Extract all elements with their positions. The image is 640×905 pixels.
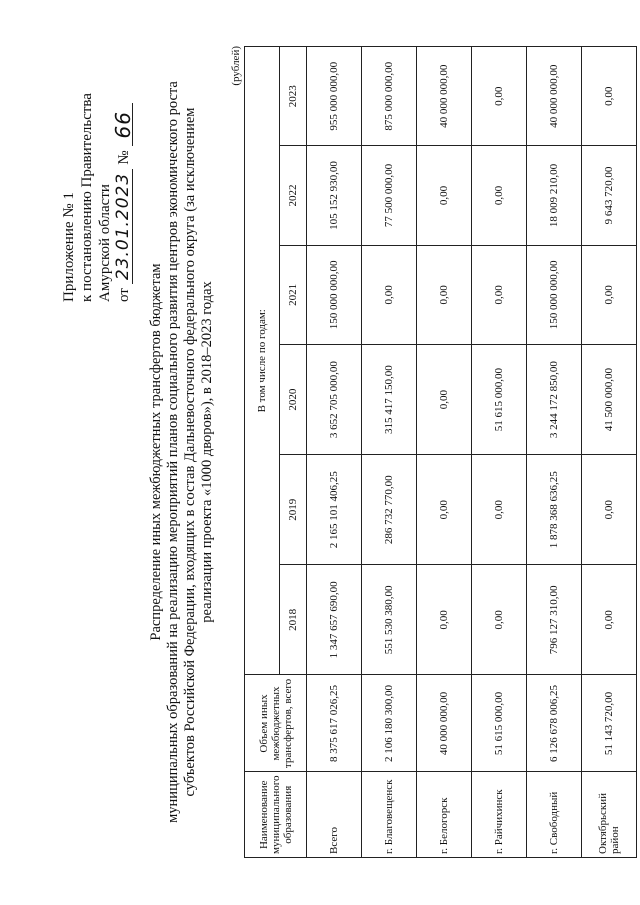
row-total: 51 615 000,00 [472, 675, 527, 772]
row-year-value: 3 244 172 850,00 [527, 345, 582, 455]
row-year-value: 0,00 [472, 245, 527, 344]
header-name: Наименование муниципального образования [245, 772, 307, 858]
appendix-date-number [111, 42, 135, 302]
unit-label: (рублей) [230, 46, 242, 86]
row-name: г. Свободный [527, 772, 582, 858]
row-total: 8 375 617 026,25 [307, 675, 362, 772]
header-year: 2020 [280, 345, 307, 455]
table-row [417, 47, 472, 858]
row-year-value: 0,00 [472, 47, 527, 146]
appendix-line-2: к постановлению Правительства [79, 93, 95, 302]
row-year-value: 0,00 [417, 455, 472, 565]
row-year-value: 315 417 150,00 [362, 345, 417, 455]
row-year-value: 2 165 101 406,25 [307, 455, 362, 565]
number-prefix: № [116, 150, 132, 165]
row-year-value: 40 000 000,00 [417, 47, 472, 146]
row-year-value: 0,00 [582, 455, 637, 565]
row-year-value: 41 500 000,00 [582, 345, 637, 455]
table-body [307, 47, 637, 858]
title-line-2: муниципальных образований на реализацию мероприятий планов социального развития центров экономического роста [165, 81, 181, 823]
row-year-value: 0,00 [362, 245, 417, 344]
row-name: Всего [307, 772, 362, 858]
row-total: 51 143 720,00 [582, 675, 637, 772]
row-year-value: 875 000 000,00 [362, 47, 417, 146]
row-year-value: 551 530 380,00 [362, 565, 417, 675]
row-year-value: 77 500 000,00 [362, 146, 417, 245]
transfers-table [244, 46, 637, 858]
header-year: 2019 [280, 455, 307, 565]
row-year-value: 51 615 000,00 [472, 345, 527, 455]
row-year-value: 18 009 210,00 [527, 146, 582, 245]
date-prefix: от [116, 288, 132, 302]
row-year-value: 105 152 930,00 [307, 146, 362, 245]
row-name: Октябрьский район [582, 772, 637, 858]
row-year-value: 955 000 000,00 [307, 47, 362, 146]
row-name: г. Белогорск [417, 772, 472, 858]
title-line-3: субъектов Российской Федерации, входящих в состав Дальневосточного федерального округа (за исключением [182, 107, 198, 797]
header-year: 2018 [280, 565, 307, 675]
header-year: 2023 [280, 47, 307, 146]
handwritten-date: 23.01.2023 [114, 169, 133, 284]
row-name: г. Благовещенск [362, 772, 417, 858]
table-header-row-1 [245, 47, 280, 858]
title-line-1: Распределение иных межбюджетных трансфертов бюджетам [148, 263, 164, 641]
row-year-value: 286 732 770,00 [362, 455, 417, 565]
row-year-value: 0,00 [417, 245, 472, 344]
row-year-value: 0,00 [582, 565, 637, 675]
title-line-4: реализации проекта «1000 дворов»), в 2018–2023 годах [199, 281, 215, 623]
table-row [527, 47, 582, 858]
appendix-line-3: Амурской области [97, 184, 113, 302]
row-year-value: 0,00 [472, 565, 527, 675]
header-year: 2021 [280, 245, 307, 344]
row-total: 2 106 180 300,00 [362, 675, 417, 772]
row-year-value: 0,00 [417, 345, 472, 455]
header-total: Объем иных межбюджетных трансфертов, всего [245, 675, 307, 772]
row-year-value: 150 000 000,00 [527, 245, 582, 344]
row-name: г. Райчихинск [472, 772, 527, 858]
table-row [307, 47, 362, 858]
table-row [362, 47, 417, 858]
row-year-value: 1 347 657 690,00 [307, 565, 362, 675]
table-row [472, 47, 527, 858]
rotated-content [60, 42, 621, 862]
header-year: 2022 [280, 146, 307, 245]
row-total: 40 000 000,00 [417, 675, 472, 772]
row-year-value: 0,00 [582, 245, 637, 344]
row-year-value: 40 000 000,00 [527, 47, 582, 146]
row-year-value: 9 643 720,00 [582, 146, 637, 245]
row-total: 6 126 678 006,25 [527, 675, 582, 772]
row-year-value: 796 127 310,00 [527, 565, 582, 675]
handwritten-number: 66 [114, 103, 133, 146]
row-year-value: 0,00 [472, 455, 527, 565]
row-year-value: 0,00 [417, 146, 472, 245]
row-year-value: 0,00 [472, 146, 527, 245]
row-year-value: 3 652 705 000,00 [307, 345, 362, 455]
document-title [148, 42, 216, 862]
header-years-group: В том числе по годам: [245, 47, 280, 675]
row-year-value: 0,00 [582, 47, 637, 146]
row-year-value: 0,00 [417, 565, 472, 675]
table-row [582, 47, 637, 858]
appendix-header [60, 42, 133, 302]
row-year-value: 1 878 368 636,25 [527, 455, 582, 565]
appendix-line-1: Приложение № 1 [61, 192, 77, 302]
row-year-value: 150 000 000,00 [307, 245, 362, 344]
